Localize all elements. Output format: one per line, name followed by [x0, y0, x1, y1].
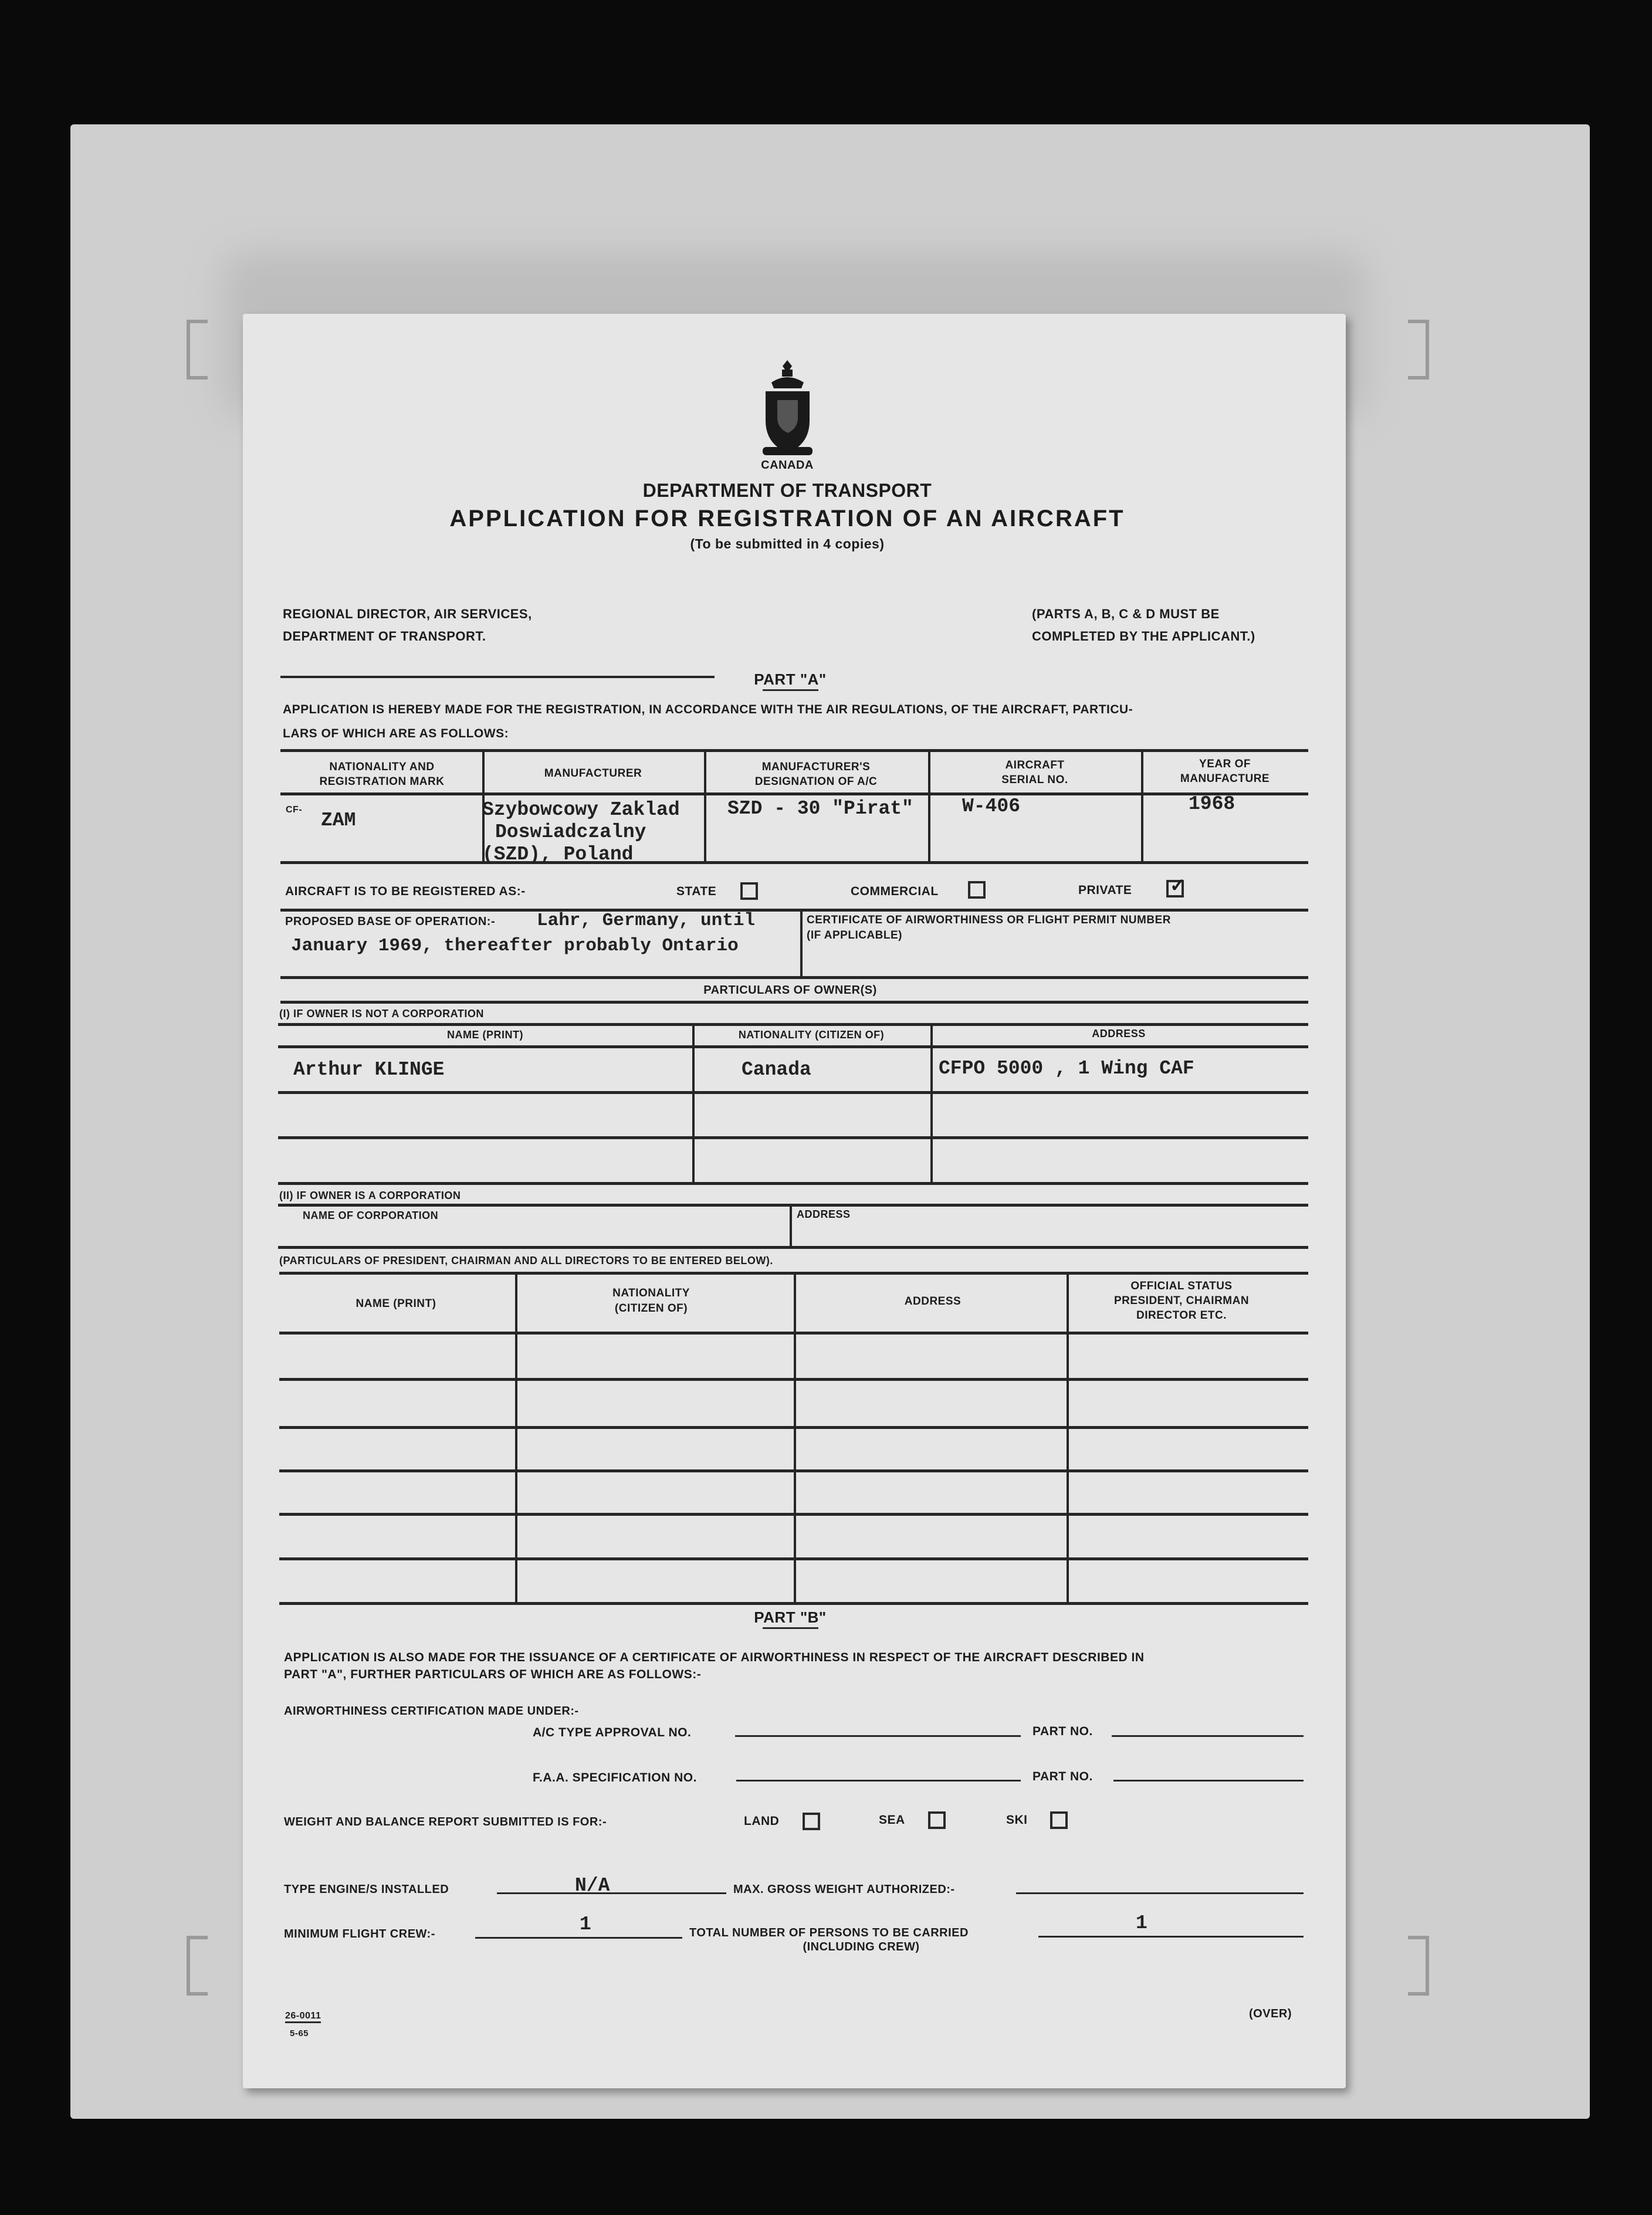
commercial-checkbox[interactable] [968, 881, 986, 899]
corporation-address-label: ADDRESS [797, 1208, 851, 1220]
base-of-operation-line-2: January 1969, thereafter probably Ontario [291, 936, 739, 956]
corner-bracket-bottom-left [187, 1936, 208, 1996]
base-of-operation-line-1: Lahr, Germany, until [537, 910, 756, 931]
col-header-registration-mark: NATIONALITY AND REGISTRATION MARK [319, 761, 445, 788]
max-gross-weight-field[interactable] [1016, 1892, 1304, 1894]
engine-label: TYPE ENGINE/S INSTALLED [284, 1883, 449, 1896]
directors-note: (PARTICULARS OF PRESIDENT, CHAIRMAN AND ALL DIRECTORS TO BE ENTERED BELOW). [279, 1255, 773, 1266]
part-b-intro-line-2: PART "A", FURTHER PARTICULARS OF WHICH ARE AS FOLLOWS:- [284, 1668, 702, 1681]
owner-header-address: ADDRESS [1092, 1028, 1146, 1039]
col-header-serial-no: AIRCRAFT SERIAL NO. [1001, 759, 1068, 786]
divider [280, 909, 1308, 912]
ski-label: SKI [1006, 1813, 1028, 1827]
type-approval-part-no-label: PART NO. [1032, 1725, 1093, 1738]
certificate-label-line-1: CERTIFICATE OF AIRWORTHINESS OR FLIGHT PERMIT NUMBER [807, 914, 1171, 926]
total-persons-field[interactable] [1038, 1936, 1304, 1938]
corner-bracket-top-left [187, 320, 208, 380]
addressee-line-2: DEPARTMENT OF TRANSPORT. [283, 629, 486, 643]
faa-part-no-field[interactable] [1113, 1780, 1304, 1782]
completion-note-line-1: (PARTS A, B, C & D MUST BE [1032, 607, 1220, 621]
min-flight-crew-field[interactable] [475, 1937, 682, 1939]
type-approval-label: A/C TYPE APPROVAL NO. [533, 1726, 692, 1739]
divider [278, 1246, 1308, 1249]
land-checkbox[interactable] [803, 1813, 820, 1830]
faa-specification-label: F.A.A. SPECIFICATION NO. [533, 1771, 697, 1784]
part-a-intro-line-2: LARS OF WHICH ARE AS FOLLOWS: [283, 727, 509, 740]
part-a-intro-line-1: APPLICATION IS HEREBY MADE FOR THE REGISTRATION, IN ACCORDANCE WITH THE AIR REGULATIONS, OF THE AIRCRAFT, PARTICU- [283, 703, 1133, 716]
col-header-designation: MANUFACTURER'S DESIGNATION OF A/C [754, 761, 878, 788]
serial-no-value: W-406 [962, 795, 1021, 817]
engine-field[interactable] [497, 1892, 726, 1894]
individual-owner-heading: (I) IF OWNER IS NOT A CORPORATION [279, 1008, 484, 1020]
weight-balance-label: WEIGHT AND BALANCE REPORT SUBMITTED IS FOR:- [284, 1816, 607, 1828]
private-label: PRIVATE [1078, 883, 1132, 897]
completion-note-line-2: COMPLETED BY THE APPLICANT.) [1032, 629, 1255, 643]
engine-value: N/A [575, 1875, 610, 1896]
owner-nationality: Canada [742, 1059, 811, 1081]
check-mark-icon: ✓ [1170, 875, 1186, 896]
part-a-heading: PART "A" [754, 670, 827, 688]
certification-made-under-label: AIRWORTHINESS CERTIFICATION MADE UNDER:- [284, 1705, 579, 1718]
corner-bracket-top-right [1408, 320, 1429, 380]
designation-value: SZD - 30 "Pirat" [727, 798, 913, 819]
type-approval-part-no-field[interactable] [1112, 1735, 1304, 1737]
min-flight-crew-value: 1 [580, 1913, 591, 1935]
registration-mark-value: ZAM [321, 810, 356, 831]
form-date: 5-65 [290, 2028, 309, 2038]
divider [790, 1204, 792, 1247]
owner-name: Arthur KLINGE [293, 1059, 445, 1081]
form-subtitle: (To be submitted in 4 copies) [690, 536, 885, 551]
ski-checkbox[interactable] [1050, 1811, 1068, 1829]
part-b-underline [763, 1627, 818, 1629]
registered-as-label: AIRCRAFT IS TO BE REGISTERED AS:- [285, 885, 526, 898]
department-heading: DEPARTMENT OF TRANSPORT [642, 480, 932, 501]
owner-address: CFPO 5000 , 1 Wing CAF [939, 1058, 1194, 1079]
col-header-manufacturer: MANUFACTURER [544, 767, 642, 780]
director-header-address: ADDRESS [904, 1295, 962, 1308]
base-of-operation-label: PROPOSED BASE OF OPERATION:- [285, 915, 496, 928]
type-approval-field[interactable] [735, 1735, 1021, 1737]
state-label: STATE [676, 885, 717, 898]
divider [278, 1204, 1308, 1207]
faa-part-no-label: PART NO. [1032, 1770, 1093, 1783]
director-header-nationality: NATIONALITY (CITIZEN OF) [612, 1287, 690, 1315]
director-header-official-status: OFFICIAL STATUS PRESIDENT, CHAIRMAN DIRECTOR ETC. [1113, 1280, 1250, 1322]
min-flight-crew-label: MINIMUM FLIGHT CREW:- [284, 1928, 435, 1940]
faa-specification-field[interactable] [736, 1780, 1021, 1782]
col-header-year: YEAR OF MANUFACTURE [1180, 758, 1270, 785]
divider [280, 976, 1308, 979]
divider [280, 1001, 1308, 1004]
country-label: CANADA [761, 459, 814, 472]
corporation-name-label: NAME OF CORPORATION [303, 1210, 439, 1221]
total-persons-label: TOTAL NUMBER OF PERSONS TO BE CARRIED [689, 1926, 969, 1939]
commercial-label: COMMERCIAL [851, 885, 939, 898]
corner-bracket-bottom-right [1408, 1936, 1429, 1996]
owner-header-nationality: NATIONALITY (CITIZEN OF) [738, 1029, 885, 1041]
director-header-name: NAME (PRINT) [356, 1298, 436, 1310]
divider [280, 676, 715, 678]
land-label: LAND [744, 1814, 780, 1828]
part-b-heading: PART "B" [754, 1608, 827, 1626]
form-title: APPLICATION FOR REGISTRATION OF AN AIRCRAFT [449, 506, 1125, 531]
total-persons-value: 1 [1136, 1912, 1147, 1934]
private-checkbox[interactable] [1166, 875, 1186, 897]
max-gross-weight-label: MAX. GROSS WEIGHT AUTHORIZED:- [733, 1883, 955, 1896]
year-value: 1968 [1189, 793, 1235, 815]
addressee-line-1: REGIONAL DIRECTOR, AIR SERVICES, [283, 607, 532, 621]
total-persons-sublabel: (INCLUDING CREW) [803, 1940, 920, 1953]
certificate-label-line-2: (IF APPLICABLE) [807, 929, 903, 941]
manufacturer-value: Szybowcowy Zaklad Doswiadczalny (SZD), Poland [482, 799, 680, 865]
sea-label: SEA [879, 1813, 905, 1827]
owner-header-name: NAME (PRINT) [447, 1029, 523, 1041]
part-b-intro-line-1: APPLICATION IS ALSO MADE FOR THE ISSUANCE OF A CERTIFICATE OF AIRWORTHINESS IN RESPECT OF THE AIRCRAFT DESCRIBED IN [284, 1651, 1145, 1664]
sea-checkbox[interactable] [928, 1811, 946, 1829]
part-a-underline [763, 689, 818, 691]
corporation-owner-heading: (II) IF OWNER IS A CORPORATION [279, 1190, 461, 1201]
registration-prefix: CF- [286, 805, 303, 815]
canada-coat-of-arms-icon [760, 359, 815, 459]
divider [800, 909, 803, 977]
over-label: (OVER) [1249, 2007, 1292, 2020]
owners-heading: PARTICULARS OF OWNER(S) [703, 984, 877, 997]
form-number: 26-0011 [285, 2011, 321, 2023]
state-checkbox[interactable] [740, 882, 758, 900]
